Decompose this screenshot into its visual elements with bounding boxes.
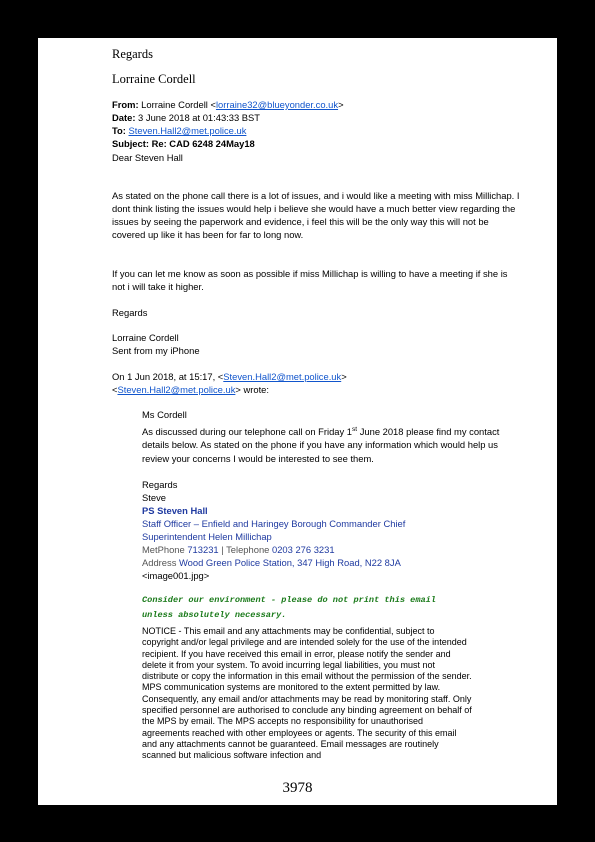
quoted-greeting: Ms Cordell <box>142 409 187 420</box>
environment-note <box>142 591 442 621</box>
address-label: Address <box>142 557 179 568</box>
image-placeholder: <image001.jpg> <box>142 570 210 581</box>
body-regards: Regards <box>112 307 148 318</box>
email-header <box>112 98 344 150</box>
quoted-paragraph <box>142 423 502 465</box>
officer-name: PS Steven Hall <box>142 505 208 516</box>
quoted-para-b: June 2018 please find my contact details below. As stated on the phone if you have any information which would help us review your concerns I would be interested to see them. <box>142 426 500 464</box>
metphone: 713231 <box>187 544 219 555</box>
from-label: From: <box>112 99 139 110</box>
reply-email-link-2[interactable]: Steven.Hall2@met.police.uk <box>117 384 236 395</box>
metphone-label: MetPhone <box>142 544 188 555</box>
officer-title: Staff Officer – Enfield and Haringey Borough Commander Chief Superintendent Helen Millichap <box>142 518 406 543</box>
to-line <box>112 124 344 137</box>
environment-text: Consider our environment - please do not print this email unless absolutely necessary <box>142 595 436 620</box>
signature-sent: Sent from my iPhone <box>112 345 200 356</box>
quoted-signoff: Steve <box>142 492 166 503</box>
signature-name: Lorraine Cordell <box>112 332 179 343</box>
legal-notice: NOTICE - This email and any attachments may be confidential, subject to copyright and/or legal privilege and are intended solely for the use of the intended recipient. If you have received this email in error, please notify the sender and delete it from your system. To avoid incurring legal liabilities, you must not distribute or copy the information in this email without the permission of the sender. MPS communication systems are monitored to the extent permitted by law. Consequently, any email and/or attachments may be read by monitoring staff. Only specified personnel are authorised to conclude any binding agreement on behalf of the MPS by email. The MPS accepts no responsibility for unauthorised agreements reached with other employees or agents. The security of this email and any attachments cannot be guaranteed. Email messages are routinely scanned but malicious software infection and <box>142 626 472 761</box>
page-number: 3978 <box>282 780 313 796</box>
subject-label: Subject: <box>112 138 149 149</box>
reply-header <box>112 370 522 396</box>
telephone-label: | Telephone <box>218 544 272 555</box>
environment-period: . <box>281 610 287 620</box>
document-page <box>38 38 557 805</box>
top-regards: Regards <box>112 47 153 61</box>
top-name: Lorraine Cordell <box>112 72 196 86</box>
subject-line <box>112 137 344 150</box>
reply-suffix: > wrote: <box>235 384 269 395</box>
date-line <box>112 111 344 124</box>
from-name: Lorraine Cordell < <box>138 99 216 110</box>
phone-line <box>142 543 502 556</box>
from-email-link[interactable]: lorraine32@blueyonder.co.uk <box>215 99 339 110</box>
quoted-regards: Regards <box>142 479 178 490</box>
subject-value: Re: CAD 6248 24May18 <box>148 138 255 149</box>
address: Wood Green Police Station, 347 High Road, N22 8JA <box>179 557 401 568</box>
telephone: 0203 276 3231 <box>272 544 335 555</box>
from-line <box>112 98 344 111</box>
quoted-para-sup: st <box>352 426 358 433</box>
reply-open: < <box>112 384 118 395</box>
to-label: To: <box>112 125 126 136</box>
greeting: Dear Steven Hall <box>112 152 183 163</box>
body-paragraph-2: If you can let me know as soon as possible if miss Millichap is willing to have a meeting if she is not i will take it higher. <box>112 268 508 292</box>
to-email-link[interactable]: Steven.Hall2@met.police.uk <box>128 125 247 136</box>
reply-email-link-1[interactable]: Steven.Hall2@met.police.uk <box>223 371 342 382</box>
address-line <box>142 556 502 569</box>
date-value: 3 June 2018 at 01:43:33 BST <box>135 112 261 123</box>
body-paragraph-1: As stated on the phone call there is a lot of issues, and i would like a meeting with miss Millichap. I dont think listing the issues would help i believe she would have a much better view regarding the issues by seeing the paperwork and evidence, i feel this will be the only way this will not be covered up like it has been for far to long now. <box>112 190 520 240</box>
from-close: > <box>338 99 344 110</box>
quoted-para-a: As discussed during our telephone call on Friday 1 <box>142 426 353 438</box>
date-label: Date: <box>112 112 136 123</box>
reply-prefix: On 1 Jun 2018, at 15:17, < <box>112 371 224 382</box>
reply-mid: > <box>341 371 347 382</box>
